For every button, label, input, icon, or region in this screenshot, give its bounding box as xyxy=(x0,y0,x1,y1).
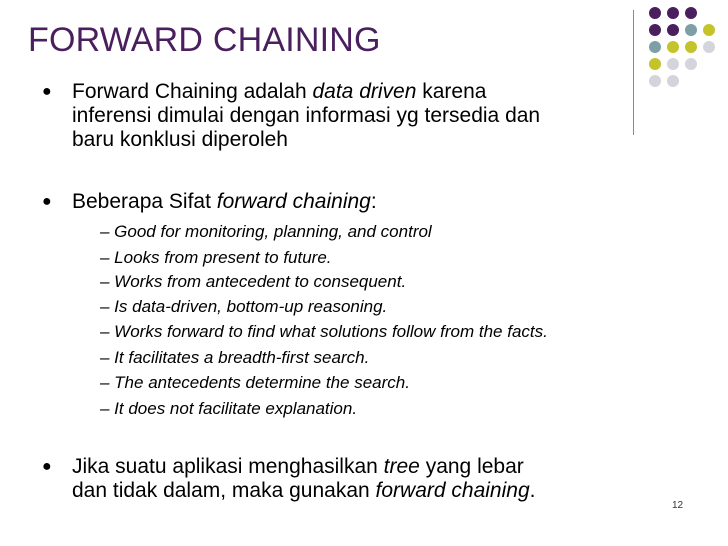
decor-dot xyxy=(703,41,715,53)
sub-item: – Is data-driven, bottom-up reasoning. xyxy=(100,297,388,316)
decor-dot xyxy=(703,58,715,70)
decor-dot xyxy=(667,24,679,36)
bullet-3-marker: ● xyxy=(42,458,52,475)
decor-dot xyxy=(649,41,661,53)
bullet-2-marker: ● xyxy=(42,193,52,210)
bullet-1-line-2: inferensi dimulai dengan informasi yg tersedia dan xyxy=(72,104,541,127)
sub-item: – Looks from present to future. xyxy=(100,248,332,267)
sub-item: – It facilitates a breadth-first search. xyxy=(100,348,370,367)
decor-dot xyxy=(685,41,697,53)
decor-dot xyxy=(649,24,661,36)
decor-dot xyxy=(703,7,715,19)
page-number: 12 xyxy=(672,500,684,511)
decor-dot xyxy=(703,75,715,87)
bullet-1-line-3: baru konklusi diperoleh xyxy=(72,128,288,151)
bullet-3-line-1: Jika suatu aplikasi menghasilkan tree yang lebar xyxy=(72,455,524,478)
decor-dot xyxy=(649,7,661,19)
decor-dot-grid xyxy=(649,7,715,87)
decor-dot xyxy=(667,75,679,87)
decor-dot xyxy=(667,7,679,19)
decor-dot xyxy=(685,24,697,36)
decor-dot xyxy=(703,24,715,36)
bullet-1-line-1: Forward Chaining adalah data driven karena xyxy=(72,80,487,103)
decor-dot xyxy=(685,58,697,70)
decor-divider-line xyxy=(633,10,634,135)
slide-title: FORWARD CHAINING xyxy=(28,21,381,59)
sub-item: – The antecedents determine the search. xyxy=(100,373,410,392)
sub-item: – Good for monitoring, planning, and control xyxy=(100,222,432,241)
decor-dot xyxy=(649,75,661,87)
decor-dot xyxy=(667,58,679,70)
sub-item: – Works forward to find what solutions follow from the facts. xyxy=(100,322,548,341)
sub-item: – It does not facilitate explanation. xyxy=(100,399,358,418)
decor-dot xyxy=(685,75,697,87)
decor-dot xyxy=(667,41,679,53)
bullet-2-line-1: Beberapa Sifat forward chaining: xyxy=(72,190,377,213)
bullet-1-marker: ● xyxy=(42,83,52,100)
decor-dot xyxy=(649,58,661,70)
bullet-3-line-2: dan tidak dalam, maka gunakan forward chaining. xyxy=(72,479,536,502)
decor-dot xyxy=(685,7,697,19)
sub-item: – Works from antecedent to consequent. xyxy=(100,272,407,291)
